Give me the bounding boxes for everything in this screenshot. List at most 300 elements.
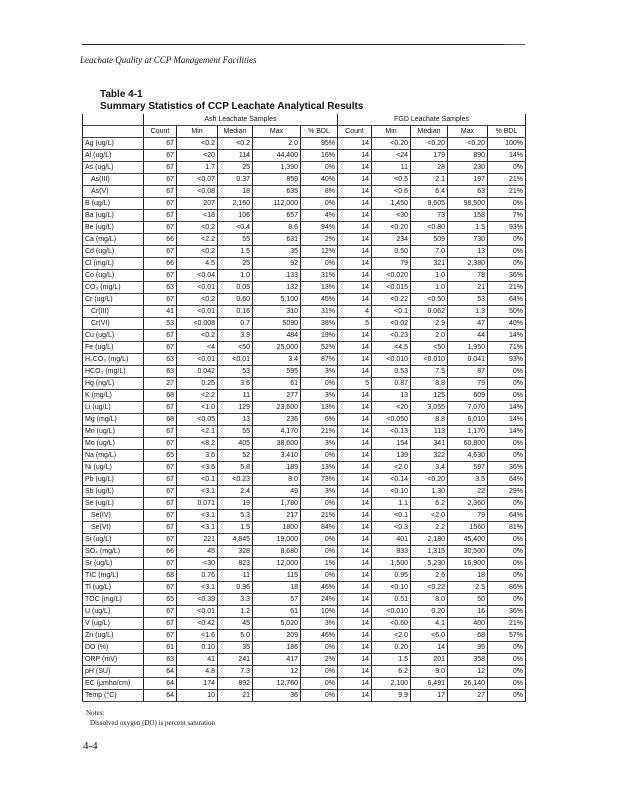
fgd-pct-bdl-cell: 0% (488, 546, 526, 558)
ash-pct-bdl-cell: 38% (301, 318, 338, 330)
fgd-count-cell: 14 (338, 630, 372, 642)
fgd-min-cell: <0.20 (372, 222, 411, 234)
ash-count-cell: 67 (144, 210, 177, 222)
ash-pct-bdl-cell: 3% (301, 390, 338, 402)
ash-max-cell: 859 (253, 174, 301, 186)
ash-max-cell: 49 (253, 486, 301, 498)
ash-median-cell: 45 (218, 618, 253, 630)
fgd-max-cell: 2,360 (448, 498, 488, 510)
fgd-min-cell: <24 (372, 150, 411, 162)
row-label: Ca (mg/L) (83, 234, 144, 246)
fgd-max-cell: 13 (448, 246, 488, 258)
ash-count-cell: 67 (144, 186, 177, 198)
row-label: As(V) (83, 186, 144, 198)
ash-median-cell: 328 (218, 546, 253, 558)
fgd-count-cell: 14 (338, 294, 372, 306)
fgd-median-cell: 9.0 (411, 666, 448, 678)
fgd-count-cell: 14 (338, 162, 372, 174)
ash-pct-bdl-cell: 31% (301, 306, 338, 318)
fgd-min-cell: 139 (372, 450, 411, 462)
ash-median-cell: 4,845 (218, 534, 253, 546)
fgd-min-cell: 2,100 (372, 678, 411, 690)
ash-pct-bdl-cell: 0% (301, 162, 338, 174)
fgd-pct-bdl-cell: 100% (488, 138, 526, 150)
ash-max-cell: 484 (253, 330, 301, 342)
fgd-min-cell: <0.050 (372, 414, 411, 426)
row-label: Co (ug/L) (83, 270, 144, 282)
ash-median-cell: 0.16 (218, 306, 253, 318)
ash-pct-bdl-cell: 3% (301, 438, 338, 450)
ash-count-cell: 67 (144, 138, 177, 150)
fgd-pct-bdl-cell: 36% (488, 270, 526, 282)
fgd-median-cell: 6,491 (411, 678, 448, 690)
fgd-max-cell: 44 (448, 330, 488, 342)
row-label: As(III) (83, 174, 144, 186)
ash-median-cell: 3.9 (218, 330, 253, 342)
ash-count-cell: 67 (144, 534, 177, 546)
ash-min-cell: <0.2 (177, 246, 218, 258)
fgd-median-cell: 73 (411, 210, 448, 222)
ash-count-cell: 67 (144, 438, 177, 450)
ash-min-cell: <30 (177, 558, 218, 570)
fgd-median-cell: 3,055 (411, 402, 448, 414)
fgd-count-cell: 14 (338, 666, 372, 678)
ash-max-cell: 4,170 (253, 426, 301, 438)
row-label: TIC (mg/L) (83, 570, 144, 582)
ash-min-cell: <1.6 (177, 630, 218, 642)
fgd-count-cell: 14 (338, 654, 372, 666)
ash-count-cell: 66 (144, 234, 177, 246)
row-label: K (mg/L) (83, 390, 144, 402)
ash-median-cell: 2,160 (218, 198, 253, 210)
ash-pct-bdl-cell: 24% (301, 594, 338, 606)
ash-median-cell: 19 (218, 498, 253, 510)
ash-max-cell: 3.4 (253, 354, 301, 366)
fgd-max-cell: 30,500 (448, 546, 488, 558)
ash-pct-bdl-cell: 13% (301, 282, 338, 294)
ash-min-cell: 207 (177, 198, 218, 210)
fgd-max-cell: 26,140 (448, 678, 488, 690)
ash-min-cell: <8.2 (177, 438, 218, 450)
ash-count-cell: 63 (144, 654, 177, 666)
ash-count-cell: 68 (144, 414, 177, 426)
fgd-max-cell: 12 (448, 666, 488, 678)
row-label: As (ug/L) (83, 162, 144, 174)
ash-pct-bdl-cell: 0% (301, 258, 338, 270)
ash-max-cell: 57 (253, 594, 301, 606)
column-header: Min (177, 126, 218, 138)
row-label: Temp (°C) (83, 690, 144, 702)
table-row (83, 198, 526, 210)
ash-median-cell: 25 (218, 162, 253, 174)
ash-max-cell: 8.6 (253, 222, 301, 234)
ash-max-cell: 38,600 (253, 438, 301, 450)
column-header: Max (253, 126, 301, 138)
fgd-count-cell: 14 (338, 546, 372, 558)
ash-min-cell: <0.05 (177, 414, 218, 426)
ash-count-cell: 64 (144, 678, 177, 690)
fgd-count-cell: 14 (338, 558, 372, 570)
ash-min-cell: <0.2 (177, 294, 218, 306)
fgd-max-cell: 21 (448, 282, 488, 294)
fgd-median-cell: 5,230 (411, 558, 448, 570)
table-row (83, 138, 526, 150)
ash-min-cell: 0.10 (177, 642, 218, 654)
table-row (83, 378, 526, 390)
table-row (83, 690, 526, 702)
row-label: Se (ug/L) (83, 498, 144, 510)
fgd-max-cell: 95 (448, 642, 488, 654)
fgd-median-cell: 8.8 (411, 414, 448, 426)
fgd-count-cell: 5 (338, 318, 372, 330)
ash-pct-bdl-cell: 52% (301, 342, 338, 354)
ash-max-cell: 12,760 (253, 678, 301, 690)
ash-median-cell: 11 (218, 390, 253, 402)
fgd-min-cell: 401 (372, 534, 411, 546)
row-label: Sb (ug/L) (83, 486, 144, 498)
fgd-count-cell: 14 (338, 390, 372, 402)
ash-count-cell: 67 (144, 270, 177, 282)
table-row (83, 630, 526, 642)
fgd-count-cell: 14 (338, 462, 372, 474)
table-row (83, 330, 526, 342)
ash-count-cell: 63 (144, 366, 177, 378)
fgd-min-cell: 0.51 (372, 594, 411, 606)
fgd-pct-bdl-cell: 57% (488, 630, 526, 642)
ash-max-cell: 189 (253, 462, 301, 474)
ash-min-cell: <2.1 (177, 426, 218, 438)
fgd-median-cell: 2.0 (411, 330, 448, 342)
fgd-max-cell: 63 (448, 186, 488, 198)
fgd-max-cell: 45,400 (448, 534, 488, 546)
row-label: Li (ug/L) (83, 402, 144, 414)
header-rule-right (505, 44, 525, 45)
ash-min-cell: 0.042 (177, 366, 218, 378)
fgd-median-cell: <0.50 (411, 294, 448, 306)
fgd-max-cell: 730 (448, 234, 488, 246)
ash-pct-bdl-cell: 19% (301, 330, 338, 342)
ash-min-cell: 45 (177, 546, 218, 558)
ash-max-cell: 132 (253, 282, 301, 294)
fgd-min-cell: <0.13 (372, 426, 411, 438)
fgd-median-cell: 125 (411, 390, 448, 402)
fgd-pct-bdl-cell: 0% (488, 498, 526, 510)
ash-median-cell: 5.3 (218, 510, 253, 522)
fgd-group-header: FGD Leachate Samples (338, 114, 526, 126)
ash-min-cell: <0.008 (177, 318, 218, 330)
ash-min-cell: <0.2 (177, 222, 218, 234)
row-label: Pb (ug/L) (83, 474, 144, 486)
ash-count-cell: 67 (144, 522, 177, 534)
fgd-min-cell: <0.5 (372, 174, 411, 186)
fgd-count-cell: 14 (338, 402, 372, 414)
fgd-max-cell: 3.5 (448, 474, 488, 486)
fgd-min-cell: 833 (372, 546, 411, 558)
row-label: Cr(III) (83, 306, 144, 318)
column-header: Count (144, 126, 177, 138)
fgd-count-cell: 14 (338, 150, 372, 162)
ash-pct-bdl-cell: 13% (301, 462, 338, 474)
ash-pct-bdl-cell: 46% (301, 630, 338, 642)
table-row (83, 558, 526, 570)
row-label: Mo (ug/L) (83, 438, 144, 450)
fgd-median-cell: <0.80 (411, 222, 448, 234)
table-row (83, 486, 526, 498)
fgd-min-cell: 0.53 (372, 366, 411, 378)
ash-median-cell: 35 (218, 642, 253, 654)
ash-count-cell: 66 (144, 258, 177, 270)
fgd-count-cell: 14 (338, 330, 372, 342)
ash-median-cell: <0.4 (218, 222, 253, 234)
fgd-pct-bdl-cell: 29% (488, 486, 526, 498)
fgd-median-cell: 2,180 (411, 534, 448, 546)
fgd-median-cell: 17 (411, 690, 448, 702)
ash-max-cell: 5,020 (253, 618, 301, 630)
ash-min-cell: <0.01 (177, 306, 218, 318)
fgd-count-cell: 14 (338, 210, 372, 222)
fgd-median-cell: 1,315 (411, 546, 448, 558)
table-row (83, 678, 526, 690)
fgd-max-cell: 358 (448, 654, 488, 666)
fgd-count-cell: 14 (338, 222, 372, 234)
fgd-pct-bdl-cell: 0% (488, 258, 526, 270)
ash-min-cell: 4.8 (177, 666, 218, 678)
ash-min-cell: 221 (177, 534, 218, 546)
fgd-pct-bdl-cell: 0% (488, 162, 526, 174)
fgd-median-cell: 3.4 (411, 462, 448, 474)
fgd-pct-bdl-cell: 81% (488, 522, 526, 534)
row-label: Zn (ug/L) (83, 630, 144, 642)
table-row (83, 258, 526, 270)
fgd-median-cell: 2.1 (411, 174, 448, 186)
table-body (83, 138, 526, 702)
ash-max-cell: 631 (253, 234, 301, 246)
fgd-count-cell: 14 (338, 138, 372, 150)
ash-count-cell: 67 (144, 486, 177, 498)
fgd-max-cell: 890 (448, 150, 488, 162)
ash-min-cell: <0.2 (177, 330, 218, 342)
note-item: Dissolved oxygen (DO) is percent saturation (90, 719, 215, 727)
row-label: HCO₃ (mg/L) (83, 366, 144, 378)
fgd-max-cell: 7,070 (448, 402, 488, 414)
fgd-max-cell: 2.5 (448, 582, 488, 594)
fgd-median-cell: 6.2 (411, 498, 448, 510)
ash-count-cell: 64 (144, 666, 177, 678)
ash-median-cell: 114 (218, 150, 253, 162)
ash-count-cell: 67 (144, 498, 177, 510)
row-label: Ni (ug/L) (83, 462, 144, 474)
table-row (83, 294, 526, 306)
fgd-pct-bdl-cell: 0% (488, 642, 526, 654)
fgd-count-cell: 14 (338, 618, 372, 630)
fgd-count-cell: 14 (338, 642, 372, 654)
fgd-pct-bdl-cell: 0% (488, 678, 526, 690)
ash-pct-bdl-cell: 3% (301, 366, 338, 378)
fgd-pct-bdl-cell: 36% (488, 462, 526, 474)
column-header: Max (448, 126, 488, 138)
fgd-pct-bdl-cell: 0% (488, 378, 526, 390)
ash-median-cell: <0.23 (218, 474, 253, 486)
ash-median-cell: <50 (218, 342, 253, 354)
ash-median-cell: 892 (218, 678, 253, 690)
fgd-count-cell: 14 (338, 258, 372, 270)
fgd-max-cell: 53 (448, 294, 488, 306)
row-label: B (ug/L) (83, 198, 144, 210)
table-row (83, 510, 526, 522)
fgd-min-cell: 0.20 (372, 642, 411, 654)
running-header: Leachate Quality at CCP Management Facilities (80, 55, 257, 65)
fgd-min-cell: <0.23 (372, 330, 411, 342)
table-row (83, 522, 526, 534)
column-header: % BDL (301, 126, 338, 138)
ash-median-cell: 5.8 (218, 462, 253, 474)
fgd-pct-bdl-cell: 0% (488, 198, 526, 210)
fgd-pct-bdl-cell: 0% (488, 594, 526, 606)
row-label: Fe (ug/L) (83, 342, 144, 354)
ash-min-cell: <2.2 (177, 234, 218, 246)
fgd-max-cell: 22 (448, 486, 488, 498)
table-row (83, 462, 526, 474)
fgd-median-cell: <0.22 (411, 582, 448, 594)
fgd-pct-bdl-cell: 40% (488, 318, 526, 330)
ash-max-cell: 209 (253, 630, 301, 642)
ash-max-cell: 657 (253, 210, 301, 222)
ash-min-cell: <18 (177, 210, 218, 222)
fgd-median-cell: <2.0 (411, 510, 448, 522)
table-row (83, 534, 526, 546)
ash-max-cell: 133 (253, 270, 301, 282)
fgd-min-cell: 13 (372, 390, 411, 402)
fgd-min-cell: <2.0 (372, 462, 411, 474)
ash-min-cell: 10 (177, 690, 218, 702)
fgd-max-cell: 6,010 (448, 414, 488, 426)
column-header: % BDL (488, 126, 526, 138)
ash-median-cell: 13 (218, 414, 253, 426)
fgd-median-cell: 0.062 (411, 306, 448, 318)
ash-min-cell: <0.01 (177, 606, 218, 618)
fgd-min-cell: 0.95 (372, 570, 411, 582)
ash-pct-bdl-cell: 31% (301, 270, 338, 282)
row-label: Cr(VI) (83, 318, 144, 330)
table-row (83, 414, 526, 426)
ash-max-cell: 3,410 (253, 450, 301, 462)
ash-pct-bdl-cell: 2% (301, 234, 338, 246)
fgd-min-cell: <0.10 (372, 582, 411, 594)
table-row (83, 282, 526, 294)
row-label: Mn (ug/L) (83, 426, 144, 438)
ash-pct-bdl-cell: 45% (301, 294, 338, 306)
fgd-median-cell: 28 (411, 162, 448, 174)
fgd-pct-bdl-cell: 0% (488, 438, 526, 450)
fgd-count-cell: 14 (338, 438, 372, 450)
ash-pct-bdl-cell: 12% (301, 246, 338, 258)
fgd-count-cell: 14 (338, 366, 372, 378)
ash-min-cell: <0.07 (177, 174, 218, 186)
table-row (83, 474, 526, 486)
fgd-median-cell: 509 (411, 234, 448, 246)
fgd-median-cell: 322 (411, 450, 448, 462)
ash-max-cell: 310 (253, 306, 301, 318)
fgd-min-cell: <0.02 (372, 318, 411, 330)
row-label: Se(IV) (83, 510, 144, 522)
fgd-median-cell: <6.0 (411, 630, 448, 642)
ash-median-cell: 241 (218, 654, 253, 666)
fgd-count-cell: 14 (338, 582, 372, 594)
ash-max-cell: 1800 (253, 522, 301, 534)
table-row (83, 654, 526, 666)
fgd-median-cell: 2.6 (411, 570, 448, 582)
ash-max-cell: 92 (253, 258, 301, 270)
fgd-pct-bdl-cell: 0% (488, 558, 526, 570)
fgd-median-cell: 14 (411, 642, 448, 654)
fgd-pct-bdl-cell: 0% (488, 690, 526, 702)
table-row (83, 402, 526, 414)
ash-pct-bdl-cell: 10% (301, 606, 338, 618)
fgd-median-cell: 1.30 (411, 486, 448, 498)
row-label: Cl (mg/L) (83, 258, 144, 270)
ash-pct-bdl-cell: 16% (301, 150, 338, 162)
ash-max-cell: 186 (253, 642, 301, 654)
ash-max-cell: 595 (253, 366, 301, 378)
ash-max-cell: 5090 (253, 318, 301, 330)
ash-median-cell: 18 (218, 186, 253, 198)
ash-pct-bdl-cell: 1% (301, 558, 338, 570)
fgd-min-cell: <0.020 (372, 270, 411, 282)
fgd-count-cell: 14 (338, 282, 372, 294)
fgd-max-cell: 597 (448, 462, 488, 474)
ash-count-cell: 67 (144, 222, 177, 234)
ash-pct-bdl-cell: 3% (301, 618, 338, 630)
fgd-max-cell: 230 (448, 162, 488, 174)
fgd-min-cell: 1,450 (372, 198, 411, 210)
fgd-min-cell: <2.0 (372, 630, 411, 642)
ash-max-cell: 61 (253, 606, 301, 618)
table-row (83, 222, 526, 234)
fgd-count-cell: 14 (338, 606, 372, 618)
fgd-median-cell: 321 (411, 258, 448, 270)
fgd-pct-bdl-cell: 21% (488, 618, 526, 630)
row-label: Cu (ug/L) (83, 330, 144, 342)
table-row (83, 606, 526, 618)
ash-pct-bdl-cell: 46% (301, 582, 338, 594)
fgd-max-cell: 68 (448, 630, 488, 642)
ash-max-cell: 61 (253, 378, 301, 390)
page-number: 4-4 (83, 740, 98, 752)
row-label: Cr (ug/L) (83, 294, 144, 306)
fgd-count-cell: 14 (338, 234, 372, 246)
ash-count-cell: 63 (144, 354, 177, 366)
fgd-median-cell: 0.20 (411, 606, 448, 618)
fgd-max-cell: 158 (448, 210, 488, 222)
ash-median-cell: 823 (218, 558, 253, 570)
fgd-median-cell: 2.2 (411, 522, 448, 534)
ash-group-header: Ash Leachate Samples (144, 114, 338, 126)
ash-median-cell: 0.60 (218, 294, 253, 306)
ash-pct-bdl-cell: 6% (301, 414, 338, 426)
fgd-count-cell: 14 (338, 678, 372, 690)
row-label: pH (SU) (83, 666, 144, 678)
ash-min-cell: <0.2 (177, 138, 218, 150)
ash-pct-bdl-cell: 95% (301, 138, 338, 150)
table-row (83, 270, 526, 282)
ash-min-cell: 4.5 (177, 258, 218, 270)
ash-count-cell: 67 (144, 150, 177, 162)
ash-min-cell: <4 (177, 342, 218, 354)
ash-count-cell: 67 (144, 294, 177, 306)
row-label: V (ug/L) (83, 618, 144, 630)
table-row (83, 582, 526, 594)
ash-min-cell: <3.6 (177, 462, 218, 474)
